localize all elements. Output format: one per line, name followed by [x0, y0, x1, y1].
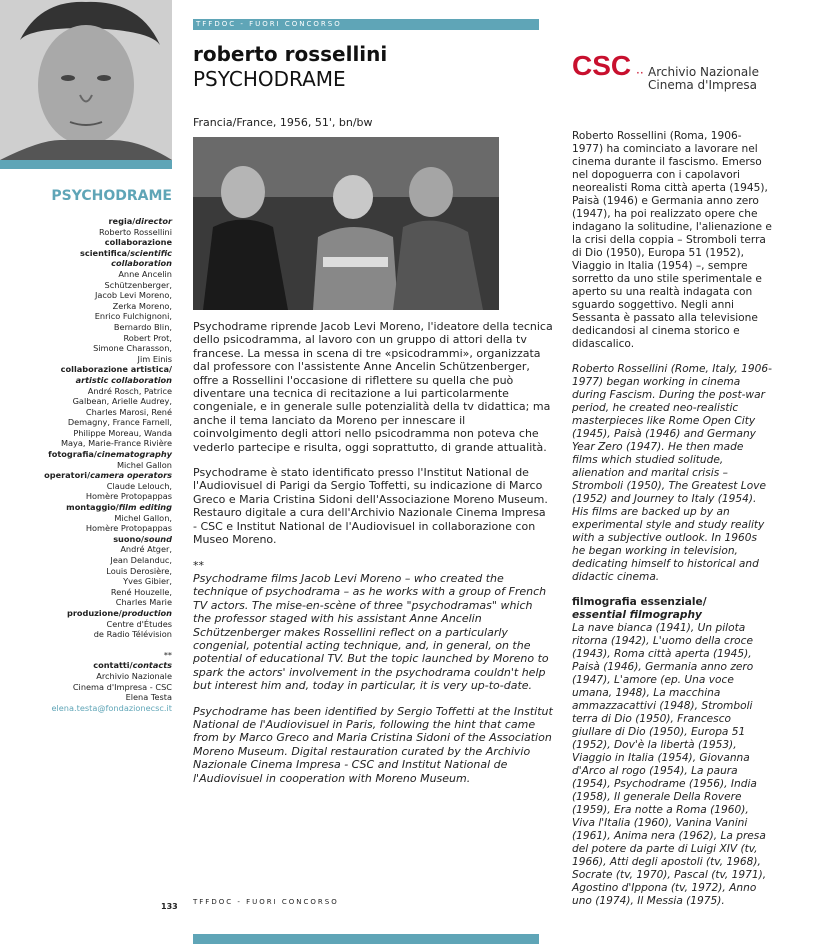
credit-name: Homère Protopappas	[85, 523, 172, 534]
credit-name: Claude Lelouch,	[106, 480, 172, 491]
sidebar-accent-bar	[0, 160, 172, 169]
body-text-italian	[193, 320, 553, 797]
bio-en: Roberto Rossellini (Rome, Italy, 1906-1977) began working in cinema during Fascism. During the post-war period, he created neo-realistic masterpieces like Rome Open City (1945), Paisà (1946) and Germany Year Zero (1947). He then made films which studied solitude, alienation and marital crisis – Stromboli (1950), The Greatest Love (1952) and Journey to Italy (1954). His films are backed up by an experimental style and study reality with a subjective outlook. In 1960s he began working in television, dedicating himself to historical and didactic cinema.	[572, 363, 772, 583]
credit-role: collaboration	[111, 258, 172, 269]
credit-name: Roberto Rossellini	[99, 226, 172, 237]
body-en-2: Psychodrame has been identified by Sergio Toffetti at the Institut National de l'Audiovisuel in Paris, following the hint that came from by Marco Greco and Maria Cristina Sidoni of the Association Moreno Museum. Digital restauration curated by the Archivio Nazionale Cinema Impresa - CSC and Institut National de l'Audiovisuel in cooperation with Moreno Museum.	[193, 704, 553, 785]
credit-name: Bernardo Blin,	[113, 321, 172, 332]
biography-column	[572, 130, 772, 908]
credit-name: Michel Gallon	[116, 459, 172, 470]
credit-name: Simone Charasson,	[93, 343, 172, 354]
body-it-2: Psychodrame è stato identificato presso l'Institut National de l'Audiovisuel di Parigi da Sergio Toffetti, su indicazione di Marco Greco e Maria Cristina Sidoni dell'Associazione Moreno Museum. Restauro digitale a cura dell'Archivio Nazionale Cinema Impresa - CSC e Institut National de l'Audiovisuel in collaborazione con Museo Moreno.	[193, 466, 548, 547]
footer-bar	[193, 934, 539, 944]
csc-logo-letters: CSC	[572, 50, 632, 81]
credit-name: André Atger,	[120, 544, 172, 555]
credit-name: Galbean, Arielle Audrey,	[72, 396, 172, 407]
body-en-1: Psychodrame films Jacob Levi Moreno – who created the technique of psychodrama – as he works with a group of French TV actors. The mise-en-scène of three "psychodramas" which the professor staged with his assistant Anne Ancelin Schützenberger makes Rossellini reflect on a particularly congenial, potential acting technique, and, in general, on the potential of educational TV. But the topic launched by Moreno to spark the actors' involvement in the psychodrama couldn't help but interest him and, today in particular, it is very up-to-date.	[193, 571, 549, 693]
filmography-list: La nave bianca (1941), Un pilota ritorna (1942), L'uomo della croce (1943), Roma città aperta (1945), Paisà (1946), Germania anno zero (1947), L'amore (ep. Una voce umana, 1948), La macchina ammazzacattivi (1948), Stromboli terra di Dio (1950), Francesco giullare di Dio (1950), Europa 51 (1952), Dov'è la libertà (1953), Viaggio in Italia (1954), Giovanna d'Arco al rogo (1954), La paura (1954), Psychodrame (1956), India (1958), Il generale Della Rovere (1959), Era notte a Roma (1960), Viva l'Italia (1960), Vanina Vanini (1961), Anima nera (1962), La presa del potere da parte di Luigi XIV (tv, 1966), Atti degli apostoli (tv, 1968), Socrate (tv, 1970), Pascal (tv, 1971), Agostino d'Ippona (tv, 1972), Anno uno (1974), Il Messia (1975).	[572, 622, 767, 907]
credit-name: André Rosch, Patrice	[87, 385, 172, 396]
section-tag: TFFDOC - FUORI CONCORSO	[196, 20, 342, 28]
credit-role: collaborazione artistica/	[60, 364, 172, 375]
credit-name: Louis Derosière,	[106, 565, 172, 576]
footer-section-tag: TFFDOC - FUORI CONCORSO	[193, 898, 339, 906]
contact-line: Elena Testa	[125, 692, 172, 703]
credit-name: René Houzelle,	[110, 586, 172, 597]
logo-line1: Archivio Nazionale	[648, 65, 759, 79]
filmography-heading: filmografia essenziale/ essential filmography	[572, 596, 707, 621]
contact-line: Cinema d'Impresa - CSC	[72, 681, 172, 692]
credit-role: produzione/production	[66, 607, 172, 618]
credit-role: montaggio/film editing	[66, 502, 172, 513]
header-bar	[193, 19, 539, 30]
film-info: Francia/France, 1956, 51', bn/bw	[193, 116, 373, 129]
credit-name: Jim Einis	[137, 353, 172, 364]
contact-email[interactable]: elena.testa@fondazionecsc.it	[51, 702, 172, 713]
film-title: PSYCHODRAME	[193, 67, 346, 91]
credits-list	[12, 216, 172, 713]
credit-name: Demagny, France Farnell,	[67, 417, 172, 428]
film-still	[193, 137, 499, 310]
credit-role: operatori/camera operators	[44, 470, 172, 481]
logo-dots: ··	[636, 66, 644, 80]
credit-role: collaborazione	[104, 237, 172, 248]
credit-name: de Radio Télévision	[93, 629, 172, 640]
credit-name: Zerka Moreno,	[112, 300, 172, 311]
csc-logo	[572, 50, 772, 96]
credit-name: Charles Marosi, René	[85, 406, 172, 417]
credit-role: regia/director	[108, 216, 172, 226]
credit-name: Philippe Moreau, Wanda	[73, 427, 172, 438]
director-portrait	[0, 0, 172, 160]
credit-role: fotografia/cinematography	[48, 449, 172, 460]
credit-name: Enrico Fulchignoni,	[94, 311, 172, 322]
credit-role: artistic collaboration	[75, 374, 172, 385]
credit-role: suono/sound	[113, 533, 172, 544]
contacts-label: contatti/contacts	[93, 660, 172, 671]
credit-name: Yves Gibier,	[123, 576, 172, 587]
credit-name: Jacob Levi Moreno,	[94, 290, 172, 301]
credit-name: Michel Gallon,	[114, 512, 172, 523]
credit-name: Charles Marie	[115, 597, 172, 608]
body-it-1: Psychodrame riprende Jacob Levi Moreno, l'ideatore della tecnica dello psicodramma, al lavoro con un gruppo di attori della tv francese. La messa in scena di tre «psicodrammi», organizzata dal professore con l'assistente Anne Ancelin Schützenberger, offre a Rossellini l'occasione di riflettere su quella che può diventare una tecnica di recitazione a lui particolarmente congeniale, e in generale sulle potenzialità della tv didattica; ma anche il tema lanciato da Moreno per innescare il coinvolgimento degli attori nello psicodramma non poteva che vederlo partecipe e risulta, oggi soprattutto, di grande attualità.	[193, 320, 553, 454]
credit-name: Maya, Marie-France Rivière	[60, 438, 172, 449]
page-number: 133	[161, 902, 178, 911]
contact-line: Archivio Nazionale	[96, 670, 172, 681]
sidebar-heading: PSYCHODRAME	[51, 188, 172, 204]
logo-line2: Cinema d'Impresa	[648, 78, 757, 92]
credit-name: Robert Prot,	[123, 332, 172, 343]
bio-it: Roberto Rossellini (Roma, 1906-1977) ha cominciato a lavorare nel cinema durante il fascismo. Emerso nel dopoguerra con i capolavori neorealisti Roma città aperta (1945), Paisà (1946) e Germania anno zero (1947), ha poi realizzato opere che indagano la solitudine, l'alienazione e la crisi della coppia – Stromboli terra di Dio (1950), Europa 51 (1952), Viaggio in Italia (1954) –, sempre sorretto da uno stile sperimentale e aperto su una realtà indagata con sguardo soggettivo. Negli anni Sessanta è passato alla televisione dedicandosi al cinema storico e didascalico.	[572, 130, 772, 350]
credits-separator: **	[163, 649, 172, 660]
credit-name: Homère Protopappas	[85, 491, 172, 502]
credit-name: Jean Delanduc,	[110, 555, 172, 565]
credit-role: scientifica/scientific	[79, 247, 172, 258]
director-name: roberto rossellini	[193, 42, 388, 66]
credit-name: Schützenberger,	[104, 279, 172, 290]
body-separator: **	[193, 558, 204, 572]
credit-name: Centre d'Études	[106, 618, 172, 629]
credit-name: Anne Ancelin	[118, 268, 172, 279]
